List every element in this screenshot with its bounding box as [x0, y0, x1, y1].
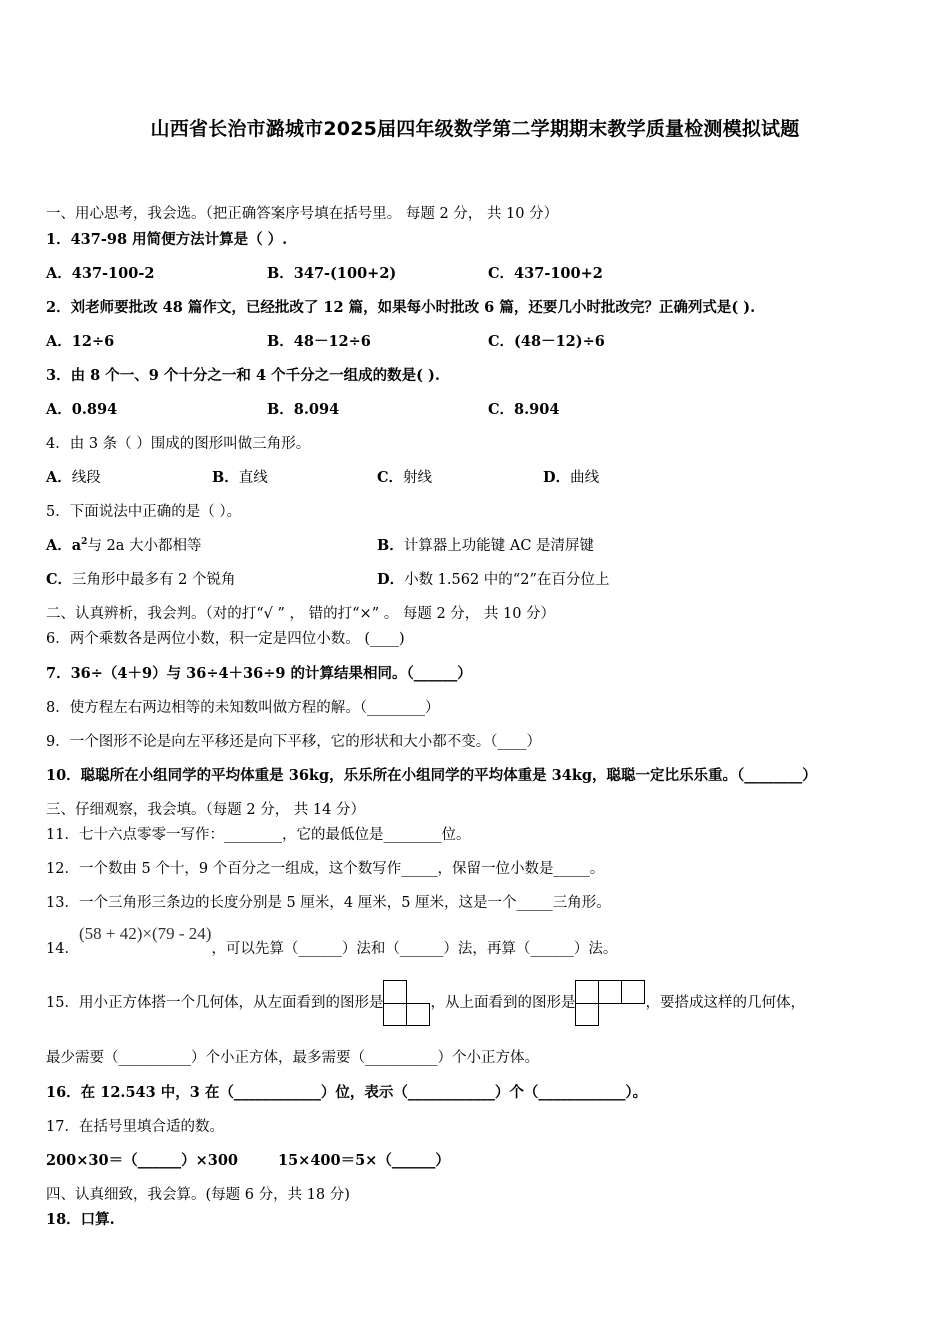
- question-5-option-d: D．小数 1.562 中的“2”在百分位上: [377, 571, 610, 588]
- section-4-heading: 四、认真细致，我会算。(每题 6 分，共 18 分): [46, 1187, 350, 1203]
- question-2-option-c: C．(48－12)÷6: [488, 333, 605, 350]
- question-2-stem: 2．刘老师要批改 48 篇作文，已经批改了 12 篇，如果每小时批改 6 篇，还要几小时批改完？正确列式是( ).: [46, 299, 756, 316]
- question-6: 6．两个乘数各是两位小数，积一定是四位小数。 (____): [46, 631, 405, 647]
- question-4-option-a: A．线段: [46, 469, 101, 486]
- question-17-item-a: 200×30＝（______）×300: [46, 1152, 239, 1169]
- question-3-option-c: C．8.904: [488, 401, 560, 418]
- question-12: 12．一个数由 5 个十，9 个百分之一组成，这个数写作_____，保留一位小数是_____。: [46, 861, 605, 877]
- question-4-stem: 4．由 3 条（ ）围成的图形叫做三角形。: [46, 436, 311, 452]
- question-11: 11．七十六点零零一写作：________，它的最低位是________位。: [46, 827, 471, 843]
- question-2-option-b: B．48－12÷6: [267, 333, 371, 350]
- question-4-option-d: D．曲线: [543, 469, 600, 486]
- question-3-option-b: B．8.094: [267, 401, 340, 418]
- question-1-option-b: B．347-(100+2): [267, 265, 397, 282]
- question-4-option-b: B．直线: [212, 469, 268, 486]
- section-1-heading: 一、用心思考，我会选。（把正确答案序号填在括号里。 每题 2 分， 共 10 分）: [46, 206, 559, 222]
- question-5-stem: 5．下面说法中正确的是（ ）。: [46, 504, 242, 520]
- page-title: 山西省长治市潞城市2025届四年级数学第二学期期末教学质量检测模拟试题: [150, 118, 800, 140]
- question-2-option-a: A．12÷6: [46, 333, 115, 350]
- question-1-option-a: A．437-100-2: [46, 265, 155, 282]
- question-14: [46, 924, 617, 958]
- question-14-text: ，可以先算（______）法和（______）法，再算（______）法。: [211, 941, 618, 957]
- question-17-item-b: 15×400＝5×（______）: [278, 1152, 450, 1169]
- question-3-option-a: A．0.894: [46, 401, 118, 418]
- question-1-option-c: C．437-100+2: [488, 265, 603, 282]
- question-9: 9．一个图形不论是向左平移还是向下平移，它的形状和大小都不变。（____）: [46, 734, 541, 750]
- question-10: 10．聪聪所在小组同学的平均体重是 36kg，乐乐所在小组同学的平均体重是 34kg，聪聪一定比乐乐重。（________）: [46, 767, 817, 784]
- question-15-line-2: 最少需要（__________）个小正方体，最多需要（__________）个小正方体。: [46, 1050, 539, 1066]
- question-15-part-2: ，从上面看到的图形是: [430, 995, 576, 1011]
- question-5-option-c: C．三角形中最多有 2 个锐角: [46, 571, 236, 588]
- question-4-option-c: C．射线: [377, 469, 433, 486]
- top-view-figure: [575, 980, 645, 1026]
- section-3-heading: 三、仔细观察，我会填。（每题 2 分， 共 14 分）: [46, 802, 365, 818]
- question-5-option-a: A．$a^2$与 2a 大小都相等: [46, 537, 202, 554]
- question-5-option-b: B．计算器上功能键 AC 是清屏键: [377, 537, 595, 554]
- question-15-part-1: 15．用小正方体搭一个几何体，从左面看到的图形是: [46, 995, 384, 1011]
- left-view-figure: [383, 980, 430, 1026]
- question-8: 8．使方程左右两边相等的未知数叫做方程的解。（________）: [46, 700, 440, 716]
- question-15-line-1: [46, 980, 805, 1026]
- question-3-stem: 3．由 8 个一、9 个十分之一和 4 个千分之一组成的数是( ).: [46, 367, 440, 384]
- question-15-part-3: ，要搭成这样的几何体，: [645, 995, 805, 1011]
- section-2-heading: 二、认真辨析，我会判。（对的打“√ ” ， 错的打“×” 。 每题 2 分， 共 10 分）: [46, 606, 556, 622]
- question-7: 7．36÷（4＋9）与 36÷4＋36÷9 的计算结果相同。（______）: [46, 665, 472, 682]
- question-17-stem: 17．在括号里填合适的数。: [46, 1119, 224, 1135]
- question-16: 16．在 12.543 中，3 在（____________）位，表示（____________）个（____________）。: [46, 1084, 648, 1101]
- question-14-number: 14．: [46, 941, 79, 957]
- question-1-stem: 1．437-98 用简便方法计算是（ ）.: [46, 231, 288, 248]
- question-14-expression: (58 + 42)×(79 - 24): [78, 924, 212, 943]
- question-13: 13．一个三角形三条边的长度分别是 5 厘米，4 厘米，5 厘米，这是一个_____三角形。: [46, 895, 611, 911]
- question-18: 18．口算.: [46, 1211, 115, 1228]
